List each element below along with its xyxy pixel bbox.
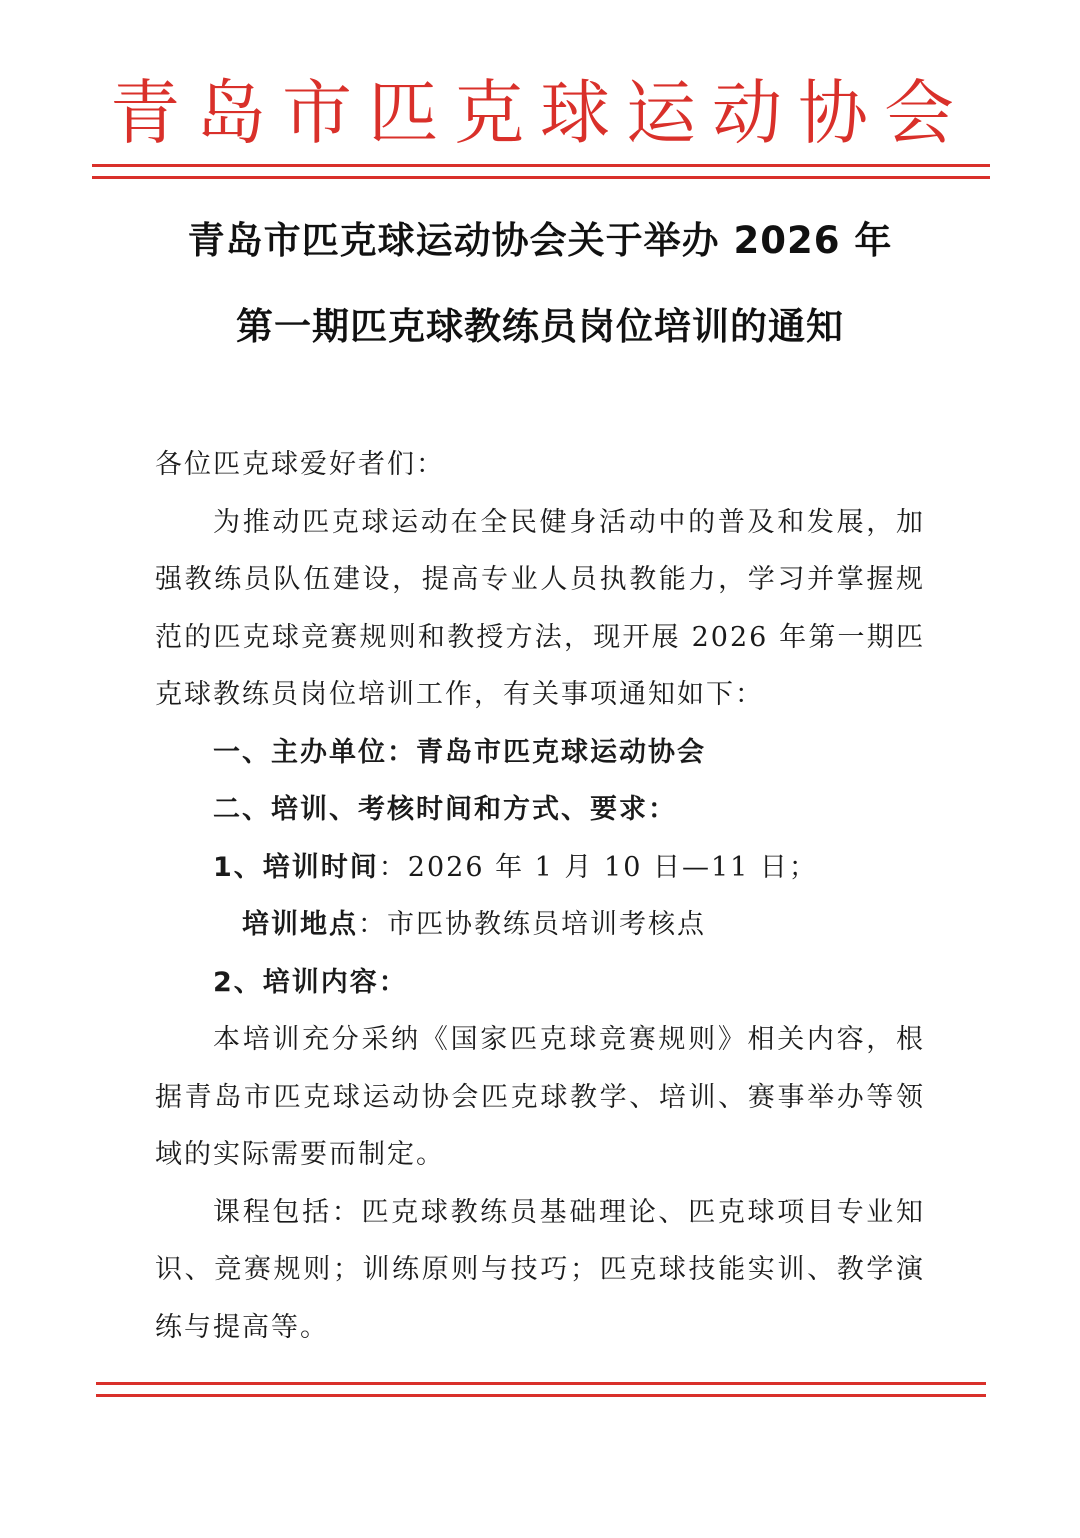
document-title-line-1: 青岛市匹克球运动协会关于举办 2026 年 <box>187 219 893 262</box>
training-location-label: 培训地点 <box>242 909 358 940</box>
letterhead-org-name: 青岛市匹克球运动协会 <box>110 72 970 154</box>
letterhead-double-rule <box>92 164 990 179</box>
footer-double-rule <box>96 1382 986 1397</box>
intro-paragraph: 为推动匹克球运动在全民健身活动中的普及和发展，加强教练员队伍建设，提高专业人员执教能力，学习并掌握规范的匹克球竞赛规则和教授方法，现开展 2026 年第一期匹克球教练员岗位培训工作，有关事项通知如下： <box>155 506 925 710</box>
courses-paragraph: 课程包括：匹克球教练员基础理论、匹克球项目专业知识、竞赛规则；训练原则与技巧；匹克球技能实训、教学演练与提高等。 <box>155 1196 925 1343</box>
document-body <box>155 436 925 1356</box>
document-title-line-2: 第一期匹克球教练员岗位培训的通知 <box>236 305 844 348</box>
training-time-label: 1、培训时间 <box>213 851 379 883</box>
item-training-time <box>155 839 925 897</box>
item-training-content-heading: 2、培训内容： <box>213 966 408 998</box>
section-training-schedule: 二、培训、考核时间和方式、要求： <box>213 794 677 825</box>
training-content-paragraph: 本培训充分采纳《国家匹克球竞赛规则》相关内容，根据青岛市匹克球运动协会匹克球教学、培训、赛事举办等领域的实际需要而制定。 <box>155 1024 925 1170</box>
salutation: 各位匹克球爱好者们： <box>155 449 445 480</box>
section-organizer: 一、主办单位：青岛市匹克球运动协会 <box>213 736 706 768</box>
training-time-value: ：2026 年 1 月 10 日—11 日； <box>378 851 818 883</box>
item-training-location <box>155 896 925 954</box>
training-location-value: ：市匹协教练员培训考核点 <box>358 909 706 940</box>
